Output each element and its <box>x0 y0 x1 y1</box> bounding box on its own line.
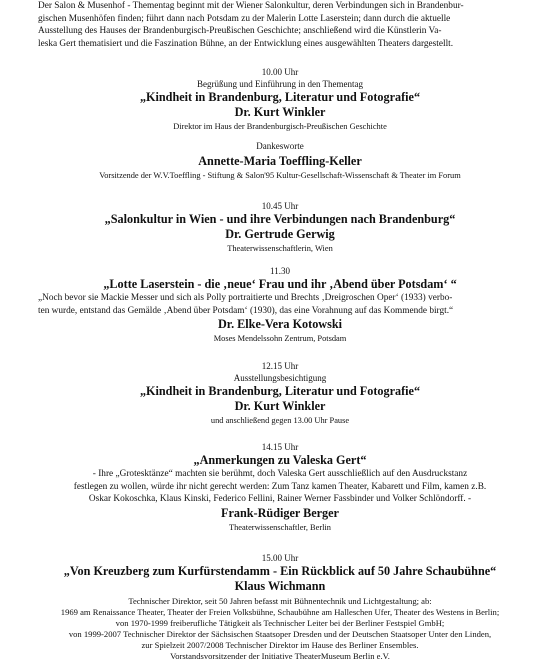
event-speaker: Dr. Elke-Vera Kotowski <box>217 317 343 332</box>
event-1045 <box>30 200 530 254</box>
event-speaker: Annette-Maria Toeffling-Keller <box>198 154 362 168</box>
event-bio <box>10 596 550 662</box>
event-affiliation: und anschließend gegen 13.00 Uhr Pause <box>210 416 350 425</box>
event-subtitle: Begrüßung und Einführung in den Thementag <box>196 79 364 89</box>
event-time: 12.15 Uhr <box>261 361 299 371</box>
description-line: festlegen zu wollen, würde ihr nicht gerecht werden: Zum Tanz kamen Theater, Kabarett und Film, kamen z.B. <box>73 481 487 492</box>
event-speaker: Dr. Kurt Winkler <box>234 105 326 119</box>
bio-line: 1969 am Renaissance Theater, Theater der Freien Volksbühne, Schaubühne am Halleschen Ufer, Theater des Westens in Berlin; <box>60 607 500 617</box>
event-description <box>30 468 530 506</box>
bio-line: Vorstandsvorsitzender der Initiative TheaterMuseum Berlin e.V. <box>170 651 390 661</box>
event-title: „Lotte Laserstein - die ‚neue‘ Frau und ihr ‚Abend über Potsdam‘ “ <box>103 277 457 291</box>
event-time: 10.45 Uhr <box>261 201 299 211</box>
event-affiliation: Direktor im Haus der Brandenburgisch-Preußischen Geschichte <box>173 122 387 131</box>
description-line: - Ihre „Grotesktänze“ machten sie berühmt, doch Valeska Gert ausschließlich auf den Ausdruckstanz <box>92 469 468 479</box>
bio-line: von 1999-2007 Technischer Direktor der Sächsischen Staatsoper Dresden und der Deutschen Staatsoper Unter den Linden, <box>68 629 492 639</box>
description-line: Oskar Kokoschka, Klaus Kinski, Federico Fellini, Rainer Werner Fassbinder und Volker Schlöndorff. - <box>88 494 472 505</box>
intro-line: gischen Musenhöfen finden; führt dann nach Potsdam zu der Malerin Lotte Laserstein; dann durch die aktuelle <box>38 13 451 24</box>
event-affiliation: Theaterwissenschaftler, Berlin <box>229 522 331 532</box>
bio-line: Technischer Direktor, seit 50 Jahren befasst mit Bühnentechnik und Lichtgestaltung; ab: <box>128 596 432 606</box>
event-time: 10.00 Uhr <box>261 67 299 77</box>
event-affiliation: Theaterwissenschaftlerin, Wien <box>227 244 333 253</box>
event-1500 <box>10 552 550 662</box>
event-affiliation: Vorsitzende der W.V.Toeffling - Stiftung & Salon'95 Kultur-Gesellschaft-Wissenschaft & Theater im Forum <box>99 171 461 180</box>
event-affiliation: Moses Mendelssohn Zentrum, Potsdam <box>213 334 347 344</box>
event-title: „Salonkultur in Wien - und ihre Verbindungen nach Brandenburg“ <box>104 212 456 226</box>
quote-line: „Noch bevor sie Mackie Messer und sich als Polly portraitierte und Brechts ‚Dreigroschen Oper‘ (1933) verbo- <box>38 293 453 303</box>
event-time: Dankesworte <box>256 141 304 151</box>
event-1215 <box>30 360 530 426</box>
event-speaker: Frank-Rüdiger Berger <box>221 505 339 520</box>
event-time: 15.00 Uhr <box>261 553 299 563</box>
event-thanks <box>30 140 530 181</box>
intro-line: Der Salon & Musenhof - Thementag beginnt mit der Wiener Salonkultur, deren Verbindungen sich in Brandenbur- <box>38 1 464 11</box>
event-title: „Von Kreuzberg zum Kurfürstendamm - Ein Rückblick auf 50 Jahre Schaubühne“ <box>63 564 497 578</box>
event-time: 14.15 Uhr <box>261 442 299 452</box>
intro-line: Ausstellung des Hauses der Brandenburgisch-Preußischen Geschichte; anschließend wird die Künstlerin Va- <box>38 26 442 37</box>
event-1415 <box>30 441 530 533</box>
event-title: „Anmerkungen zu Valeska Gert“ <box>193 453 367 467</box>
event-1000 <box>30 66 530 132</box>
bio-line: von 1970-1999 freiberufliche Tätigkeit als Technischer Leiter bei der Berliner Festspiel GmbH; <box>115 618 445 628</box>
event-speaker: Klaus Wichmann <box>234 579 326 593</box>
event-quote <box>30 292 530 317</box>
event-title: „Kindheit in Brandenburg, Literatur und Fotografie“ <box>139 384 421 398</box>
event-subtitle: Ausstellungsbesichtigung <box>233 373 327 383</box>
bio-line: zur Spielzeit 2007/2008 Technischer Direktor im Hause des Berliner Ensembles. <box>141 640 419 650</box>
event-speaker: Dr. Gertrude Gerwig <box>225 227 335 241</box>
quote-line: ten wurde, entstand das Gemälde ‚Abend über Potsdam‘ (1930), das eine Vorahnung auf das Kommende birgt.“ <box>38 305 454 316</box>
intro-paragraph <box>38 0 522 50</box>
intro-line: leska Gert thematisiert und die Faszination Bühne, an der Entwicklung eines ausgewählten Theaters dargestellt. <box>38 38 454 49</box>
event-speaker: Dr. Kurt Winkler <box>234 399 326 413</box>
event-title: „Kindheit in Brandenburg, Literatur und Fotografie“ <box>139 90 421 104</box>
event-1130 <box>30 265 530 344</box>
event-time: 11.30 <box>270 266 290 276</box>
